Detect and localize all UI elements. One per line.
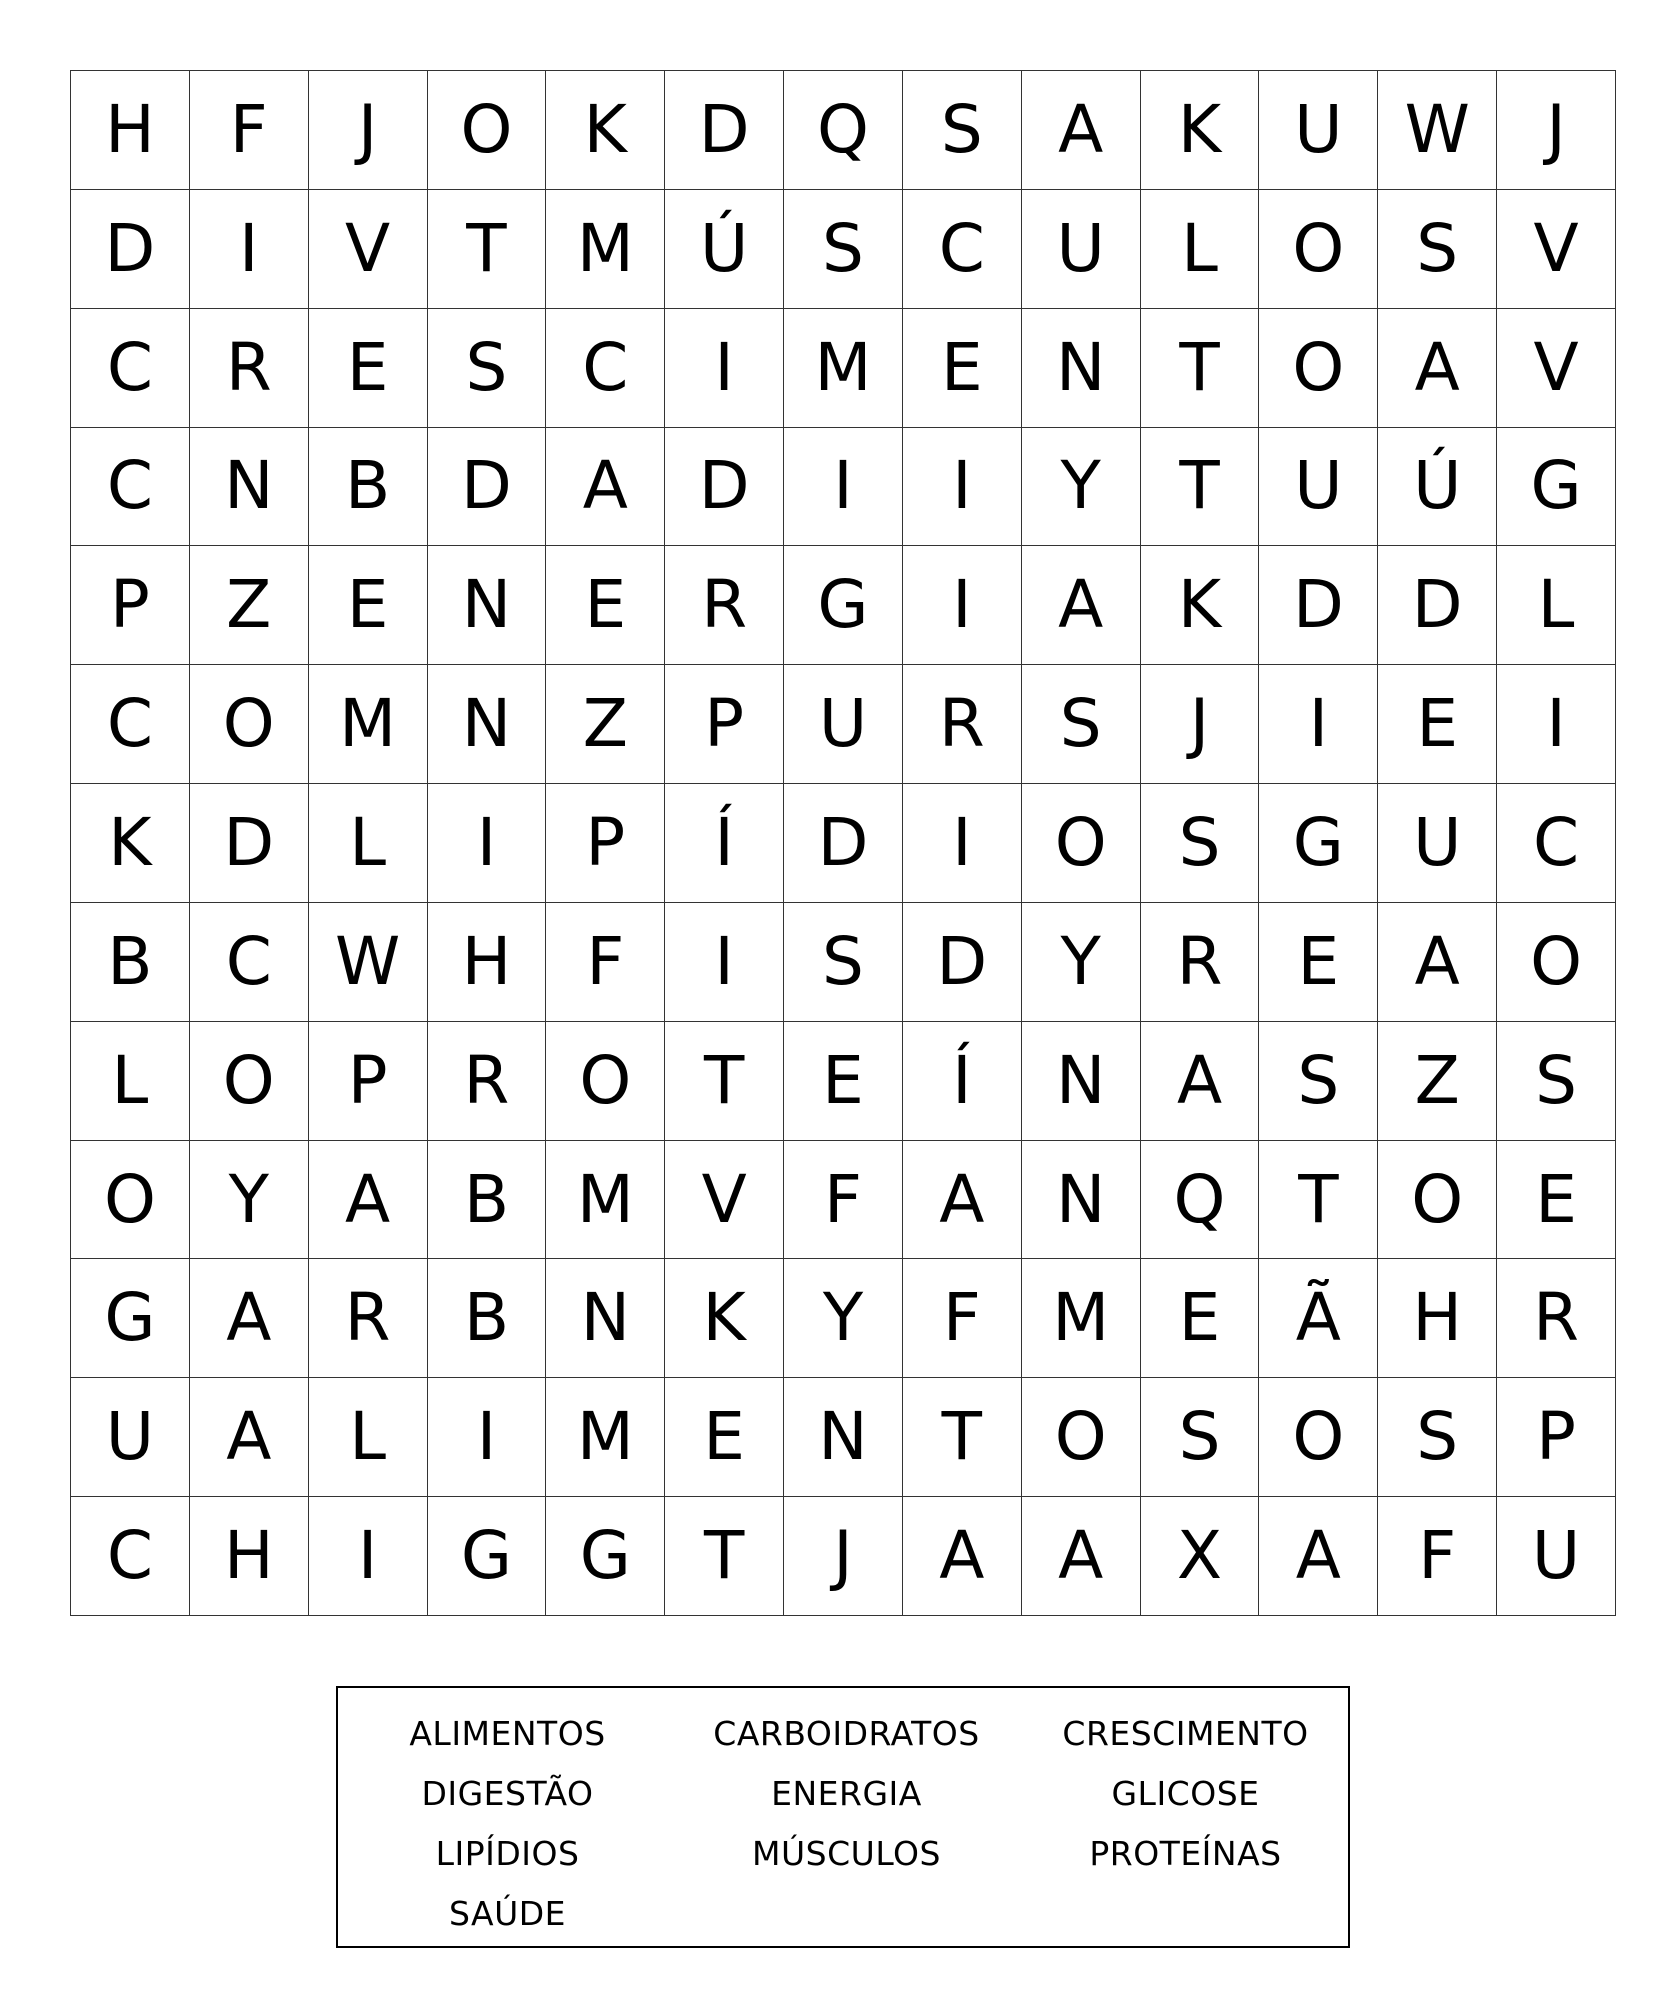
grid-cell[interactable]: L bbox=[309, 1378, 428, 1497]
grid-cell[interactable]: Z bbox=[546, 665, 665, 784]
grid-cell[interactable]: U bbox=[71, 1378, 190, 1497]
grid-cell[interactable]: H bbox=[428, 903, 547, 1022]
grid-cell[interactable]: R bbox=[428, 1022, 547, 1141]
grid-cell[interactable]: N bbox=[1022, 1022, 1141, 1141]
grid-cell[interactable]: R bbox=[309, 1259, 428, 1378]
grid-cell[interactable]: O bbox=[546, 1022, 665, 1141]
grid-cell[interactable]: M bbox=[546, 1141, 665, 1260]
grid-cell[interactable]: Í bbox=[903, 1022, 1022, 1141]
grid-cell[interactable]: P bbox=[665, 665, 784, 784]
grid-cell[interactable]: T bbox=[428, 190, 547, 309]
grid-cell[interactable]: K bbox=[665, 1259, 784, 1378]
grid-cell[interactable]: C bbox=[903, 190, 1022, 309]
grid-cell[interactable]: F bbox=[784, 1141, 903, 1260]
grid-cell[interactable]: G bbox=[1497, 428, 1616, 547]
grid-cell[interactable]: D bbox=[784, 784, 903, 903]
grid-cell[interactable]: I bbox=[309, 1497, 428, 1616]
grid-cell[interactable]: C bbox=[71, 1497, 190, 1616]
grid-cell[interactable]: S bbox=[1259, 1022, 1378, 1141]
grid-cell[interactable]: U bbox=[1259, 428, 1378, 547]
grid-cell[interactable]: N bbox=[428, 546, 547, 665]
grid-cell[interactable]: P bbox=[546, 784, 665, 903]
grid-cell[interactable]: P bbox=[309, 1022, 428, 1141]
grid-cell[interactable]: L bbox=[1497, 546, 1616, 665]
word-list-item: CARBOIDRATOS bbox=[713, 1714, 980, 1753]
grid-cell[interactable]: H bbox=[1378, 1259, 1497, 1378]
grid-cell[interactable]: K bbox=[1141, 71, 1260, 190]
grid-cell[interactable]: E bbox=[1378, 665, 1497, 784]
grid-cell[interactable]: V bbox=[1497, 309, 1616, 428]
grid-cell[interactable]: E bbox=[1141, 1259, 1260, 1378]
word-list-item: PROTEÍNAS bbox=[1089, 1834, 1282, 1873]
grid-cell[interactable]: R bbox=[1497, 1259, 1616, 1378]
grid-cell[interactable]: N bbox=[190, 428, 309, 547]
grid-cell[interactable]: R bbox=[665, 546, 784, 665]
grid-cell[interactable]: T bbox=[1259, 1141, 1378, 1260]
grid-cell[interactable]: I bbox=[1497, 665, 1616, 784]
grid-cell[interactable]: M bbox=[546, 1378, 665, 1497]
grid-cell[interactable]: Y bbox=[190, 1141, 309, 1260]
grid-cell[interactable]: Ú bbox=[1378, 428, 1497, 547]
grid-cell[interactable]: E bbox=[1497, 1141, 1616, 1260]
grid-cell[interactable]: J bbox=[1141, 665, 1260, 784]
grid-cell[interactable]: R bbox=[1141, 903, 1260, 1022]
grid-cell[interactable]: T bbox=[903, 1378, 1022, 1497]
grid-cell[interactable]: E bbox=[309, 546, 428, 665]
grid-cell[interactable]: S bbox=[784, 190, 903, 309]
grid-cell[interactable]: A bbox=[1378, 309, 1497, 428]
grid-cell[interactable]: F bbox=[903, 1259, 1022, 1378]
grid-cell[interactable]: L bbox=[1141, 190, 1260, 309]
grid-cell[interactable]: C bbox=[71, 665, 190, 784]
grid-cell[interactable]: U bbox=[784, 665, 903, 784]
grid-cell[interactable]: Q bbox=[784, 71, 903, 190]
grid-cell[interactable]: N bbox=[546, 1259, 665, 1378]
grid-cell[interactable]: Ã bbox=[1259, 1259, 1378, 1378]
word-list-item: SAÚDE bbox=[448, 1894, 567, 1933]
grid-cell[interactable]: O bbox=[1022, 784, 1141, 903]
grid-cell[interactable]: A bbox=[190, 1378, 309, 1497]
word-list-item: ENERGIA bbox=[771, 1774, 922, 1813]
grid-cell[interactable]: J bbox=[1497, 71, 1616, 190]
grid-cell[interactable]: U bbox=[1497, 1497, 1616, 1616]
grid-cell[interactable]: D bbox=[1259, 546, 1378, 665]
grid-cell[interactable]: Y bbox=[1022, 428, 1141, 547]
grid-cell[interactable]: G bbox=[1259, 784, 1378, 903]
grid-cell[interactable]: C bbox=[190, 903, 309, 1022]
grid-cell[interactable]: D bbox=[428, 428, 547, 547]
grid-cell[interactable]: A bbox=[903, 1497, 1022, 1616]
grid-cell[interactable]: K bbox=[546, 71, 665, 190]
grid-cell[interactable]: A bbox=[1022, 1497, 1141, 1616]
grid-cell[interactable]: O bbox=[190, 1022, 309, 1141]
grid-cell[interactable]: R bbox=[190, 309, 309, 428]
grid-cell[interactable]: I bbox=[903, 784, 1022, 903]
grid-cell[interactable]: O bbox=[71, 1141, 190, 1260]
grid-cell[interactable]: C bbox=[1497, 784, 1616, 903]
grid-cell[interactable]: S bbox=[1378, 190, 1497, 309]
grid-cell[interactable]: D bbox=[665, 71, 784, 190]
grid-cell[interactable]: B bbox=[428, 1141, 547, 1260]
grid-cell[interactable]: C bbox=[546, 309, 665, 428]
grid-cell[interactable]: A bbox=[546, 428, 665, 547]
grid-cell[interactable]: M bbox=[309, 665, 428, 784]
grid-cell[interactable]: E bbox=[903, 309, 1022, 428]
grid-cell[interactable]: A bbox=[309, 1141, 428, 1260]
grid-cell[interactable]: I bbox=[784, 428, 903, 547]
grid-cell[interactable]: I bbox=[903, 546, 1022, 665]
grid-cell[interactable]: B bbox=[71, 903, 190, 1022]
grid-cell[interactable]: B bbox=[309, 428, 428, 547]
grid-cell[interactable]: C bbox=[71, 428, 190, 547]
grid-cell[interactable]: W bbox=[309, 903, 428, 1022]
grid-cell[interactable]: J bbox=[784, 1497, 903, 1616]
grid-cell[interactable]: D bbox=[903, 903, 1022, 1022]
grid-cell[interactable]: S bbox=[784, 903, 903, 1022]
grid-cell[interactable]: I bbox=[1259, 665, 1378, 784]
grid-cell[interactable]: S bbox=[1141, 1378, 1260, 1497]
grid-cell[interactable]: I bbox=[665, 903, 784, 1022]
grid-cell[interactable]: L bbox=[309, 784, 428, 903]
grid-cell[interactable]: F bbox=[190, 71, 309, 190]
grid-cell[interactable]: G bbox=[784, 546, 903, 665]
grid-cell[interactable]: D bbox=[665, 428, 784, 547]
grid-cell[interactable]: J bbox=[309, 71, 428, 190]
grid-cell[interactable]: B bbox=[428, 1259, 547, 1378]
letter-grid bbox=[70, 70, 1616, 1616]
grid-cell[interactable]: E bbox=[309, 309, 428, 428]
grid-cell[interactable]: I bbox=[428, 784, 547, 903]
grid-cell[interactable]: N bbox=[784, 1378, 903, 1497]
grid-cell[interactable]: T bbox=[665, 1022, 784, 1141]
grid-cell[interactable]: E bbox=[665, 1378, 784, 1497]
grid-cell[interactable]: S bbox=[903, 71, 1022, 190]
grid-cell[interactable]: E bbox=[1259, 903, 1378, 1022]
grid-cell[interactable]: M bbox=[1022, 1259, 1141, 1378]
grid-cell[interactable]: Ú bbox=[665, 190, 784, 309]
grid-cell[interactable]: G bbox=[71, 1259, 190, 1378]
grid-cell[interactable]: G bbox=[428, 1497, 547, 1616]
grid-cell[interactable]: O bbox=[1259, 190, 1378, 309]
grid-cell[interactable]: N bbox=[428, 665, 547, 784]
grid-cell[interactable]: I bbox=[903, 428, 1022, 547]
grid-cell[interactable]: V bbox=[1497, 190, 1616, 309]
grid-cell[interactable]: V bbox=[309, 190, 428, 309]
grid-cell[interactable]: Z bbox=[1378, 1022, 1497, 1141]
grid-cell[interactable]: D bbox=[1378, 546, 1497, 665]
grid-cell[interactable]: S bbox=[1022, 665, 1141, 784]
word-list-item: GLICOSE bbox=[1111, 1774, 1260, 1813]
grid-cell[interactable]: A bbox=[1378, 903, 1497, 1022]
grid-cell[interactable]: Q bbox=[1141, 1141, 1260, 1260]
grid-cell[interactable]: U bbox=[1378, 784, 1497, 903]
grid-cell[interactable]: T bbox=[665, 1497, 784, 1616]
grid-cell[interactable]: C bbox=[71, 309, 190, 428]
word-list-item: CRESCIMENTO bbox=[1062, 1714, 1309, 1753]
grid-cell[interactable]: Y bbox=[1022, 903, 1141, 1022]
grid-cell[interactable]: P bbox=[1497, 1378, 1616, 1497]
word-list-item: DIGESTÃO bbox=[421, 1774, 594, 1813]
word-list-item: MÚSCULOS bbox=[752, 1834, 941, 1873]
grid-cell[interactable]: N bbox=[1022, 1141, 1141, 1260]
grid-cell[interactable]: I bbox=[665, 309, 784, 428]
grid-cell[interactable]: O bbox=[1497, 903, 1616, 1022]
grid-cell[interactable]: E bbox=[546, 546, 665, 665]
word-list-item: LIPÍDIOS bbox=[435, 1834, 580, 1873]
grid-cell[interactable]: T bbox=[1141, 428, 1260, 547]
grid-cell[interactable]: A bbox=[1141, 1022, 1260, 1141]
grid-cell[interactable]: Í bbox=[665, 784, 784, 903]
grid-cell[interactable]: R bbox=[903, 665, 1022, 784]
grid-cell[interactable]: O bbox=[1022, 1378, 1141, 1497]
grid-cell[interactable]: A bbox=[190, 1259, 309, 1378]
grid-cell[interactable]: P bbox=[71, 546, 190, 665]
grid-cell[interactable]: K bbox=[1141, 546, 1260, 665]
grid-cell[interactable]: Y bbox=[784, 1259, 903, 1378]
grid-cell[interactable]: D bbox=[190, 784, 309, 903]
grid-cell[interactable]: M bbox=[784, 309, 903, 428]
word-bank bbox=[336, 1686, 1350, 1948]
word-list-item: ALIMENTOS bbox=[409, 1714, 606, 1753]
grid-cell[interactable]: H bbox=[190, 1497, 309, 1616]
grid-cell[interactable]: X bbox=[1141, 1497, 1260, 1616]
grid-cell[interactable]: O bbox=[1259, 309, 1378, 428]
grid-cell[interactable]: F bbox=[546, 903, 665, 1022]
grid-cell[interactable]: D bbox=[71, 190, 190, 309]
grid-cell[interactable]: A bbox=[1022, 546, 1141, 665]
grid-cell[interactable]: S bbox=[428, 309, 547, 428]
grid-cell[interactable]: W bbox=[1378, 71, 1497, 190]
grid-cell[interactable]: G bbox=[546, 1497, 665, 1616]
grid-cell[interactable]: A bbox=[1259, 1497, 1378, 1616]
grid-cell[interactable]: E bbox=[784, 1022, 903, 1141]
grid-cell[interactable]: K bbox=[71, 784, 190, 903]
grid-cell[interactable]: S bbox=[1141, 784, 1260, 903]
grid-cell[interactable]: M bbox=[546, 190, 665, 309]
grid-cell[interactable]: A bbox=[1022, 71, 1141, 190]
grid-cell[interactable]: F bbox=[1378, 1497, 1497, 1616]
grid-cell[interactable]: N bbox=[1022, 309, 1141, 428]
grid-cell[interactable]: L bbox=[71, 1022, 190, 1141]
grid-cell[interactable]: I bbox=[190, 190, 309, 309]
grid-cell[interactable]: I bbox=[428, 1378, 547, 1497]
grid-cell[interactable]: O bbox=[190, 665, 309, 784]
grid-cell[interactable]: A bbox=[903, 1141, 1022, 1260]
word-list bbox=[338, 1704, 1348, 1944]
grid-cell[interactable]: U bbox=[1022, 190, 1141, 309]
grid-cell[interactable]: O bbox=[1378, 1141, 1497, 1260]
grid-cell[interactable]: V bbox=[665, 1141, 784, 1260]
grid-cell[interactable]: S bbox=[1378, 1378, 1497, 1497]
grid-cell[interactable]: S bbox=[1497, 1022, 1616, 1141]
grid-cell[interactable]: Z bbox=[190, 546, 309, 665]
grid-cell[interactable]: H bbox=[71, 71, 190, 190]
grid-cell[interactable]: O bbox=[428, 71, 547, 190]
grid-cell[interactable]: U bbox=[1259, 71, 1378, 190]
grid-cell[interactable]: T bbox=[1141, 309, 1260, 428]
grid-cell[interactable]: O bbox=[1259, 1378, 1378, 1497]
